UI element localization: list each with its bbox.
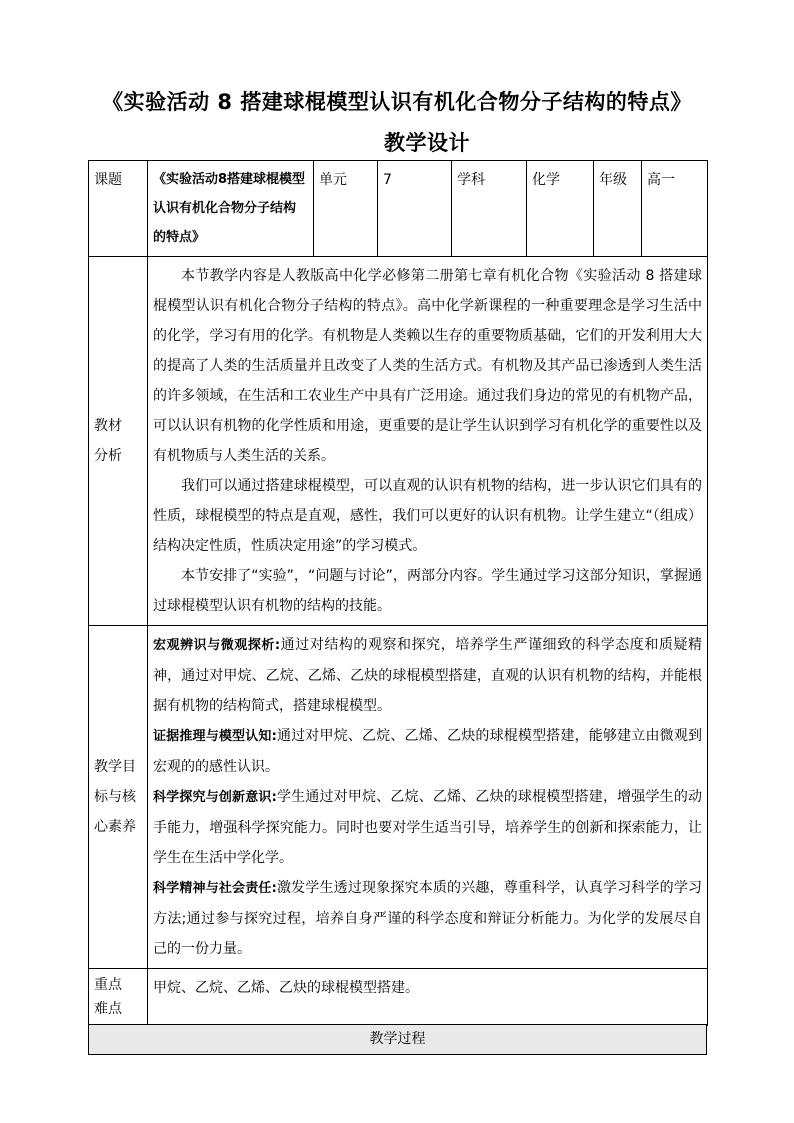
grade-label: 年级 [594, 161, 642, 257]
header-row [89, 161, 708, 257]
analysis-paragraph: 本节教学内容是人教版高中化学必修第二册第七章有机化合物《实验活动 8 搭建球棍模型认识有机化合物分子结构的特点》。高中化学新课程的一种重要理念是学习生活中的化学，学习有用的化学。有机物是人类赖以生存的重要物质基础，它们的开发利用大大的提高了人类的生活质量并且改变了人类的生活方式。有机物及其产品已渗透到人类生活的许多领域，在生活和工农业生产中具有广泛用途。通过我们身边的常见的有机物产品，可以认识有机物的化学性质和用途，更重要的是让学生认识到学习有机化学的重要性以及有机物质与人类生活的关系。 [153, 268, 702, 464]
analysis-content [148, 257, 708, 626]
key-points-label [89, 969, 148, 1026]
key-points-label-line2: 难点 [94, 1001, 122, 1017]
objective-heading: 科学精神与社会责任: [153, 881, 277, 896]
subject-value: 化学 [527, 161, 594, 257]
objectives-label-line3: 心素养 [94, 819, 136, 835]
unit-label: 单元 [314, 161, 378, 257]
objectives-label-line1: 教学目 [94, 759, 136, 775]
subject-label: 学科 [452, 161, 527, 257]
objectives-row [89, 626, 708, 969]
objective-text: 学生通过对甲烷、乙烷、乙烯、乙炔的球棍模型搭建，增强学生的动手能力，增强科学探究能力。同时也要对学生适当引导，培养学生的创新和探索能力，让学生在生活中学化学。 [153, 789, 703, 866]
objective-text: 通过对结构的观察和探究，培养学生严谨细致的科学态度和质疑精神，通过对甲烷、乙烷、乙烯、乙炔的球棍模型搭建，直观的认识有机物的结构，并能根据有机物的结构简式，搭建球棍模型。 [153, 637, 702, 714]
analysis-paragraph: 我们可以通过搭建球棍模型，可以直观的认识有机物的结构，进一步认识它们具有的性质，球棍模型的特点是直观，感性，我们可以更好的认识有机物。让学生建立“（组成）结构决定性质，性质决定用途”的学习模式。 [153, 478, 702, 554]
objective-item [153, 873, 702, 964]
objective-text: 激发学生透过现象探究本质的兴趣，尊重科学，认真学习科学的学习方法;通过参与探究过程，培养自身严谨的科学态度和辩证分析能力。为化学的发展尽自己的一份力量。 [153, 880, 703, 957]
objective-item [153, 630, 702, 721]
course-value: 《实验活动8搭建球棍模型认识有机化合物分子结构的特点》 [148, 161, 314, 257]
unit-value: 7 [378, 161, 452, 257]
analysis-row [89, 257, 708, 626]
analysis-label-line1: 教材 [94, 418, 122, 434]
lesson-plan-table [88, 160, 708, 1026]
key-points-label-line1: 重点 [94, 977, 122, 993]
analysis-paragraph: 本节安排了“实验”，“问题与讨论”，两部分内容。学生通过学习这部分知识，掌握通过球棍模型认识有机物的结构的技能。 [153, 568, 702, 614]
objective-heading: 证据推理与模型认知: [153, 729, 277, 744]
document-subtitle: 教学设计 [384, 131, 470, 155]
analysis-label [89, 257, 148, 626]
key-points-content: 甲烷、乙烷、乙烯、乙炔的球棍模型搭建。 [148, 969, 708, 1026]
objective-item [153, 782, 702, 873]
course-label: 课题 [89, 161, 148, 257]
objective-heading: 科学探究与创新意识: [153, 790, 277, 805]
teaching-process-header: 教学过程 [88, 1024, 707, 1055]
objective-item [153, 721, 702, 782]
analysis-label-line2: 分析 [94, 448, 122, 464]
objective-text: 通过对甲烷、乙烷、乙烯、乙炔的球棍模型搭建，能够建立由微观到宏观的的感性认识。 [153, 728, 703, 775]
document-title: 《实验活动 8 搭建球棍模型认识有机化合物分子结构的特点》 [102, 90, 692, 114]
objective-heading: 宏观辨识与微观探析: [153, 638, 281, 653]
objectives-label-line2: 标与核 [94, 789, 136, 805]
objectives-label [89, 626, 148, 969]
key-points-row [89, 969, 708, 1026]
grade-value: 高一 [642, 161, 708, 257]
objectives-content [148, 626, 708, 969]
